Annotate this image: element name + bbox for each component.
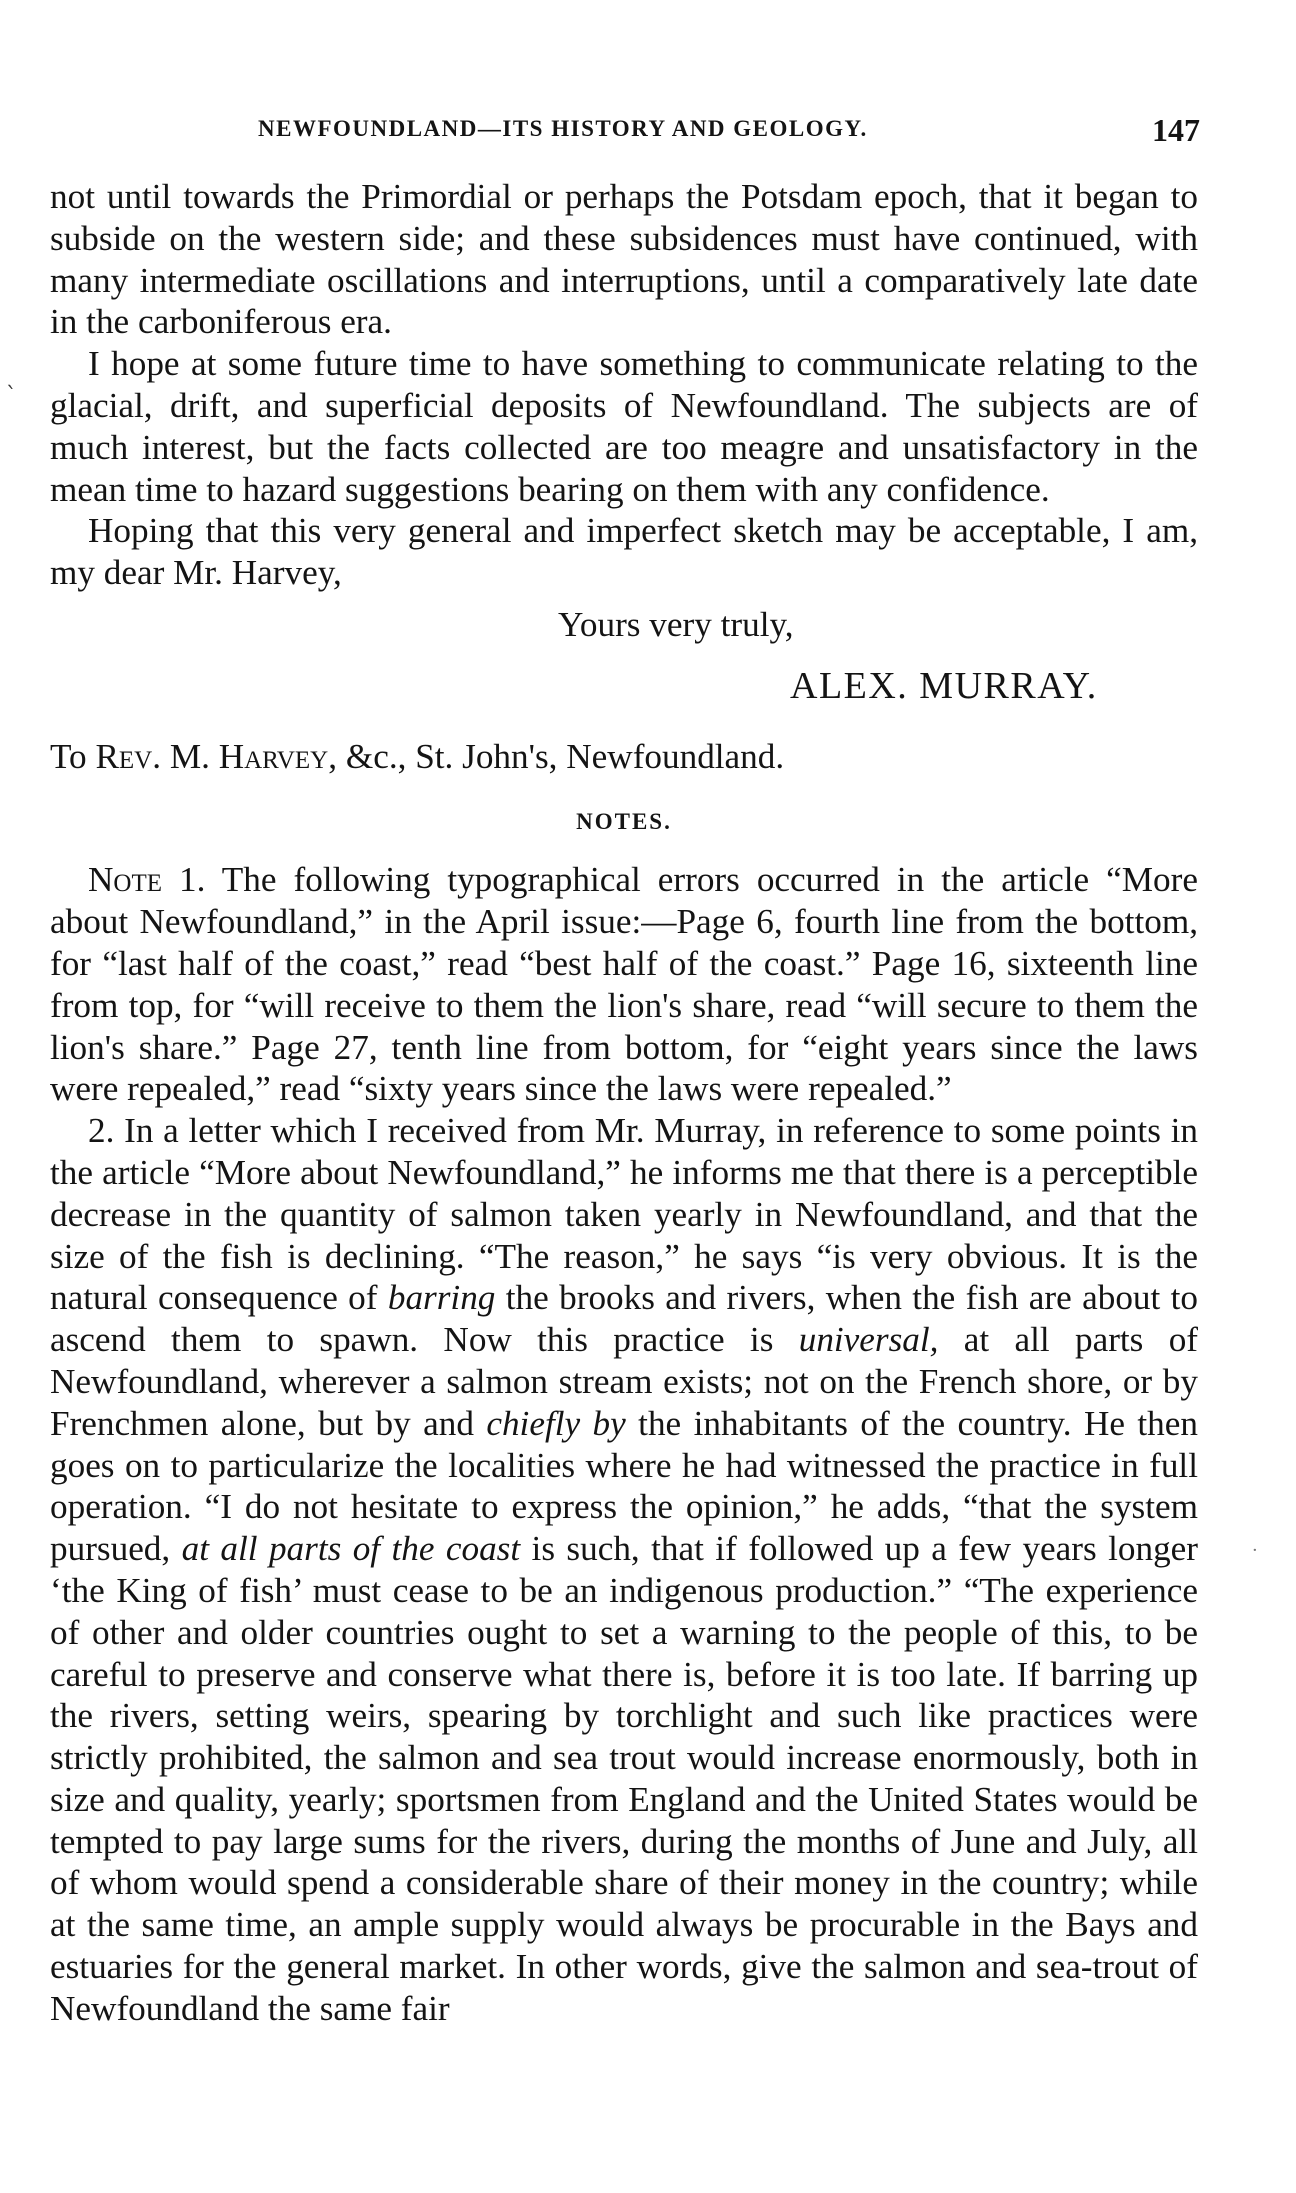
note-2-text-i: is such, that if followed up a few years longer ‘the King of fish’ must cease to be an indigenous production.” “The experience of other and older countries ought to set a warning to the people of this, to be careful to preserve and conserve what there is, before it is too late. If barring up the rivers, setting weirs, spearing by torchlight and such like practices were strictly prohibited, the salmon and sea trout would increase enormously, both in size and quality, yearly; sportsmen from England and the United States would be tempted to pay large sums for the rivers, during the months of June and July, all of whom would spend a considerable share of their money in the country; while at the same time, an ample supply would always be procurable in the Bays and estuaries for the general market. In other words, give the salmon and sea-trout of Newfoundland the same fair	[50, 1529, 1198, 2028]
note-1-label: Note 1.	[88, 860, 206, 900]
note-2-text-c: the brooks and rivers, when the fish are about to ascend them to spawn. Now this practice is	[50, 1278, 1199, 1360]
letter-signature: ALEX. MURRAY.	[790, 664, 1098, 707]
note-2-text-a: 2. In a letter which I received from Mr. Murray, in reference to some points in the article “More about Newfoundland,” he informs me that there is a perceptible decrease in the quantity of salmon taken yearly in Newfoundland, and that the size of the fish is declining. “The reason,” he says “is very obvious. It is the natural consequence of	[50, 1111, 1198, 1318]
note-2-italic-coast: at all parts of the coast	[181, 1529, 521, 1569]
addressee-to: To	[50, 736, 87, 776]
note-2-italic-barring: barring	[387, 1278, 496, 1318]
notes-heading: NOTES.	[576, 809, 672, 835]
paragraph-closing: Hoping that this very general and imperfect sketch may be acceptable, I am, my dear Mr. Harvey,	[50, 511, 1198, 593]
addressee-name: Rev. M. Harvey	[95, 736, 329, 776]
letter-addressee	[50, 736, 1198, 778]
margin-dot: ·	[1252, 1540, 1258, 1561]
running-head	[0, 112, 1296, 152]
note-1	[50, 859, 1198, 1110]
running-head-title: NEWFOUNDLAND—ITS HISTORY AND GEOLOGY.	[258, 116, 868, 141]
paragraph-glacial-deposits: I hope at some future time to have something to communicate relating to the glacial, drift, and superficial deposits of Newfoundland. The subjects are of much interest, but the facts collected are too meagre and unsatisfactory in the mean time to hazard suggestions bearing on them with any confidence.	[50, 344, 1198, 509]
note-2	[50, 1110, 1198, 2030]
note-2-italic-chiefly: chiefly by	[486, 1403, 626, 1443]
addressee-rest: , &c., St. John's, Newfoundland.	[328, 736, 785, 776]
margin-mark: ˋ	[6, 384, 17, 409]
note-2-text-e: at all parts of Newfoundland, wherever a salmon stream exists; not on the French shore, or by Frenchmen alone, but by and	[50, 1320, 1199, 1443]
paragraph-continuation: not until towards the Primordial or perhaps the Potsdam epoch, that it began to subside on the western side; and these subsidences must have continued, with many intermediate oscillations and interruptions, until a comparatively late date in the carboniferous era.	[50, 177, 1198, 342]
note-2-text-g: the inhabitants of the country. He then goes on to particularize the localities where he had witnessed the practice in full operation. “I do not hesitate to express the opinion,” he adds, “that the system pursued,	[50, 1403, 1198, 1569]
page-body	[50, 176, 1198, 2030]
page-number: 147	[1152, 112, 1200, 148]
note-1-text: The following typographical errors occurred in the article “More about Newfoundland,” in the April issue:—Page 6, fourth line from the bottom, for “last half of the coast,” read “best half of the coast.” Page 16, sixteenth line from top, for “will receive to them the lion's share, read “will secure to them the lion's share.” Page 27, tenth line from bottom, for “eight years since the laws were repealed,” read “sixty years since the laws were repealed.”	[50, 860, 1198, 1109]
letter-signoff: Yours very truly,	[558, 604, 794, 644]
note-2-italic-universal: universal,	[798, 1320, 939, 1360]
